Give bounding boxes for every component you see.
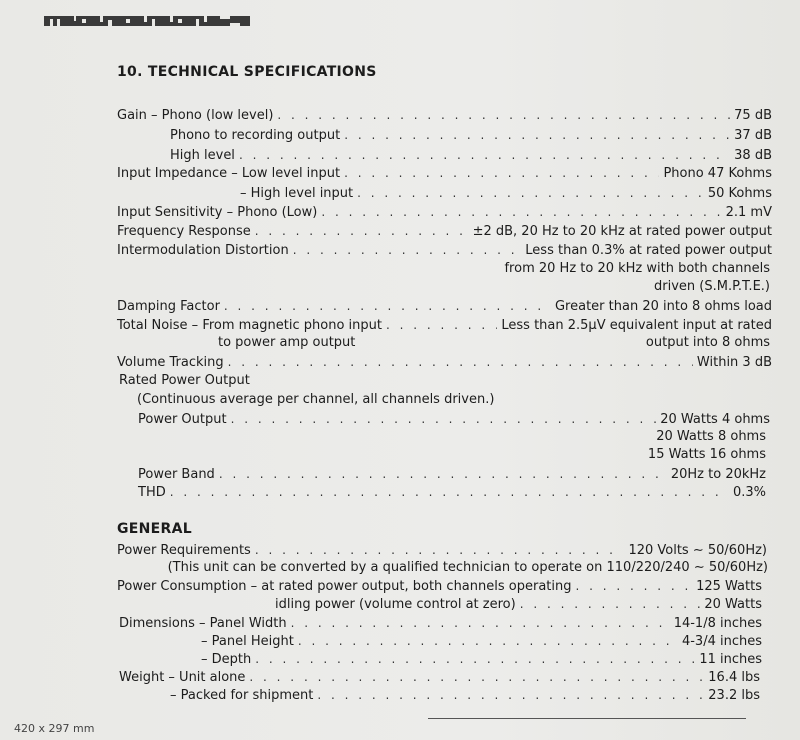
spec-row-power-output (138, 410, 770, 429)
spec-value: 0.3% (732, 485, 766, 500)
spec-label: Intermodulation Distortion (117, 243, 289, 258)
spec-value: Greater than 20 into 8 ohms load (554, 299, 772, 314)
rated-power-note: (Continuous average per channel, all channels driven.) (137, 392, 495, 407)
spec-row-frequency-response (117, 222, 772, 241)
spec-value: 20 Watts (704, 597, 762, 612)
spec-value: 16.4 lbs (708, 670, 760, 685)
spec-value: 23.2 lbs (708, 688, 760, 703)
spec-label: Input Sensitivity – Phono (Low) (117, 205, 318, 220)
spec-row-gain-phono-low (117, 106, 772, 125)
leader-dots (170, 483, 729, 501)
spec-value: 4-3/4 inches (681, 634, 762, 649)
spec-value: ±2 dB, 20 Hz to 20 kHz at rated power output (472, 224, 772, 239)
spec-value: 38 dB (734, 148, 772, 163)
leader-dots (291, 614, 670, 632)
spec-row-impedance-high (240, 184, 772, 203)
leader-dots (298, 632, 678, 650)
spec-row-panel-height (201, 632, 762, 651)
leader-dots (317, 686, 704, 704)
spec-row-thd (138, 483, 766, 502)
imd-continuation-2: driven (S.M.P.T.E.) (654, 279, 770, 294)
spec-value: 37 dB (734, 128, 772, 143)
spec-row-volume-tracking (117, 353, 772, 372)
leader-dots (321, 203, 721, 221)
imd-continuation-1: from 20 Hz to 20 kHz with both channels (504, 261, 770, 276)
spec-row-noise (117, 316, 772, 335)
spec-value: 2.1 mV (725, 205, 772, 220)
leader-dots (231, 410, 657, 428)
spec-value: 20 Watts 4 ohms (660, 412, 770, 427)
leader-dots (357, 184, 704, 202)
spec-row-damping (117, 297, 772, 316)
spec-label: – High level input (240, 186, 354, 201)
leader-dots (344, 126, 730, 144)
leader-dots (255, 541, 625, 559)
spec-label: Power Consumption – at rated power output, both channels operating (117, 579, 572, 594)
spec-value: 20Hz to 20kHz (670, 467, 766, 482)
spec-label: Gain – Phono (low level) (117, 108, 274, 123)
leader-dots (575, 577, 692, 595)
page-size-note: 420 x 297 mm (14, 722, 95, 735)
spec-value: 50 Kohms (707, 186, 772, 201)
spec-label: Volume Tracking (117, 355, 224, 370)
spec-row-power-requirements (117, 541, 767, 560)
noise-label-continuation: to power amp output (218, 335, 356, 350)
power-requirements-note: (This unit can be converted by a qualified technician to operate on 110/220/240 ∼ 50/60Hz) (167, 560, 768, 575)
spec-value: 14-1/8 inches (673, 616, 762, 631)
spec-row-gain-recording (170, 126, 772, 145)
spec-row-panel-width (119, 614, 762, 633)
spec-row-idling-power (275, 595, 762, 614)
leader-dots (255, 650, 695, 668)
spec-label: Damping Factor (117, 299, 220, 314)
spec-row-power-band (138, 465, 766, 484)
spec-label: THD (138, 485, 166, 500)
spec-value: Within 3 dB (696, 355, 772, 370)
leader-dots (239, 146, 730, 164)
spec-label: Power Band (138, 467, 215, 482)
leader-dots (344, 164, 659, 182)
footer-rule (428, 718, 746, 719)
spec-label: Frequency Response (117, 224, 251, 239)
leader-dots (520, 595, 701, 613)
leader-dots (386, 316, 497, 334)
spec-label: – Packed for shipment (170, 688, 314, 703)
section-title: 10. TECHNICAL SPECIFICATIONS (117, 64, 377, 80)
spec-row-power-consumption (117, 577, 762, 596)
spec-label: Power Requirements (117, 543, 251, 558)
leader-dots (255, 222, 469, 240)
spec-row-impedance-low (117, 164, 772, 183)
leader-dots (219, 465, 667, 483)
rated-power-heading: Rated Power Output (119, 373, 250, 388)
spec-value: 75 dB (734, 108, 772, 123)
spec-label: High level (170, 148, 235, 163)
spec-row-weight-unit (119, 668, 760, 687)
leader-dots (224, 297, 551, 315)
spec-row-sensitivity (117, 203, 772, 222)
leader-dots (228, 353, 693, 371)
spec-label: – Panel Height (201, 634, 294, 649)
spec-row-gain-high (170, 146, 772, 165)
spec-label: Phono to recording output (170, 128, 341, 143)
spec-row-depth (201, 650, 762, 669)
spec-value: 120 Volts ∼ 50/60Hz) (628, 543, 767, 558)
spec-row-imd (117, 241, 772, 260)
spec-label: Input Impedance – Low level input (117, 166, 341, 181)
leader-dots (277, 106, 730, 124)
leader-dots (293, 241, 522, 259)
spec-value: 11 inches (699, 652, 762, 667)
power-output-16ohm: 15 Watts 16 ohms (647, 447, 766, 462)
spec-row-weight-shipping (170, 686, 760, 705)
spec-value: Phono 47 Kohms (663, 166, 772, 181)
power-output-8ohm: 20 Watts 8 ohms (656, 429, 766, 444)
leader-dots (249, 668, 704, 686)
spec-value: Less than 2.5µV equivalent input at rated (501, 318, 772, 333)
spec-label: Dimensions – Panel Width (119, 616, 287, 631)
spec-label: – Depth (201, 652, 252, 667)
spec-value: 125 Watts (696, 579, 762, 594)
general-title: GENERAL (117, 521, 192, 537)
spec-label: Total Noise – From magnetic phono input (117, 318, 382, 333)
noise-value-continuation: output into 8 ohms (645, 335, 770, 350)
spec-label: idling power (volume control at zero) (275, 597, 516, 612)
spec-label: Weight – Unit alone (119, 670, 246, 685)
spec-label: Power Output (138, 412, 227, 427)
spec-value: Less than 0.3% at rated power output (525, 243, 772, 258)
marantz-logo (44, 12, 254, 30)
